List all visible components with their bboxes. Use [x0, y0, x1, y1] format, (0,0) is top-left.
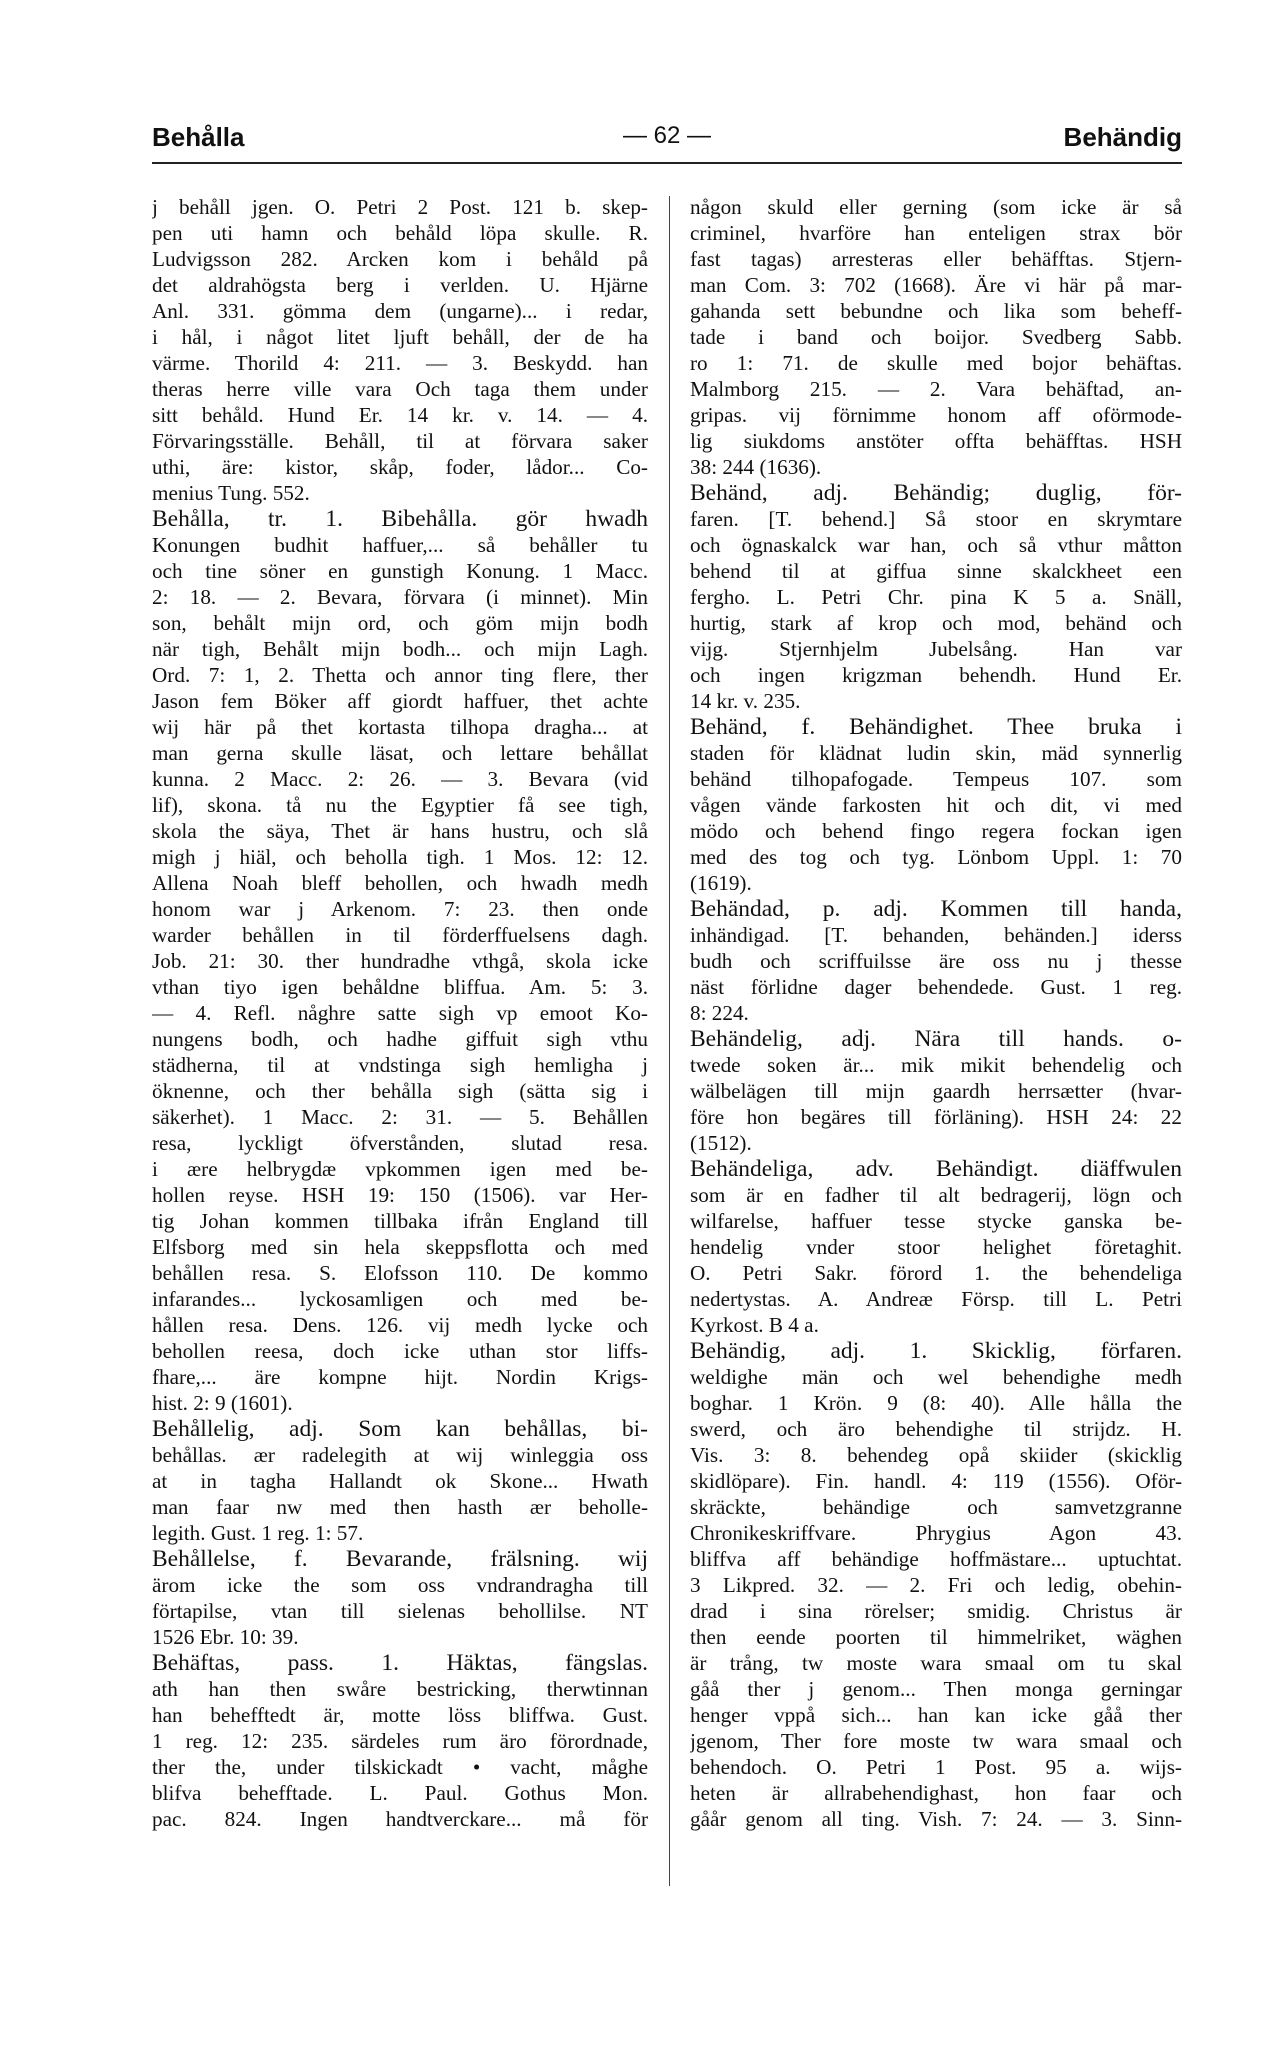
headword-line: Behäftas, pass. 1. Häktas, fängslas.	[152, 1650, 648, 1676]
text-line: behendoch. O. Petri 1 Post. 95 a. wijs-	[690, 1755, 1182, 1779]
text-line: ro 1: 71. de skulle med bojor behäftas.	[690, 351, 1182, 375]
header-rule	[152, 162, 1182, 164]
text-line: före hon begäres till förläning). HSH 24: 22	[690, 1105, 1182, 1129]
text-line: migh j hiäl, och beholla tigh. 1 Mos. 12: 12.	[152, 845, 648, 869]
text-line: med des tog och tyg. Lönbom Uppl. 1: 70	[690, 845, 1182, 869]
text-line: förtapilse, vtan till sielenas behollilse. NT	[152, 1599, 648, 1623]
text-line: criminel, hvarföre han enteligen strax bör	[690, 221, 1182, 245]
text-line: Chronikeskriffvare. Phrygius Agon 43.	[690, 1521, 1182, 1545]
text-line: bliffva aff behändige hoffmästare... uptuchtat.	[690, 1547, 1182, 1571]
text-line: Anl. 331. gömma dem (ungarne)... i redar,	[152, 299, 648, 323]
headword-line: Behändig, adj. 1. Skicklig, förfaren.	[690, 1338, 1182, 1364]
text-line: 1526 Ebr. 10: 39.	[152, 1625, 299, 1649]
text-line: 14 kr. v. 235.	[690, 689, 801, 713]
headword-line: Behållelig, adj. Som kan behållas, bi-	[152, 1416, 648, 1442]
text-line: det aldrahögsta berg i verlden. U. Hjärne	[152, 273, 648, 297]
column-divider	[669, 196, 670, 1886]
text-line: wilfarelse, haffuer tesse stycke ganska be-	[690, 1209, 1182, 1233]
text-line: i hål, i något litet ljuft behåll, der de ha	[152, 325, 648, 349]
text-line: när tigh, Behålt mijn bodh... och mijn Lagh.	[152, 637, 648, 661]
text-line: fhare,... äre kompne hijt. Nordin Krigs-	[152, 1365, 648, 1389]
text-line: gripas. vij förnimme honom aff oförmode-	[690, 403, 1182, 427]
text-line: infarandes... lyckosamligen och med be-	[152, 1287, 648, 1311]
headword-line: Behändelig, adj. Nära till hands. o-	[690, 1026, 1182, 1052]
text-line: drad i sina rörelser; smidig. Christus är	[690, 1599, 1182, 1623]
text-line: hollen reyse. HSH 19: 150 (1506). var Her-	[152, 1183, 648, 1207]
text-line: näst förlidne dager behendede. Gust. 1 reg.	[690, 975, 1182, 999]
text-line: jgenom, Ther fore moste tw wara smaal och	[690, 1729, 1182, 1753]
text-line: resa, lyckligt öfverstånden, slutad resa.	[152, 1131, 648, 1155]
text-line: värme. Thorild 4: 211. — 3. Beskydd. han	[152, 351, 648, 375]
text-line: någon skuld eller gerning (som icke är så	[690, 195, 1182, 219]
text-line: son, behålt mijn ord, och göm mijn bodh	[152, 611, 648, 635]
text-line: Jason fem Böker aff giordt haffuer, thet achte	[152, 689, 648, 713]
text-line: vijg. Stjernhjelm Jubelsång. Han var	[690, 637, 1182, 661]
text-line: gahanda sett bebundne och lika som beheff-	[690, 299, 1182, 323]
text-line: och ögnaskalck war han, och så vthur måtton	[690, 533, 1182, 557]
text-line: lig siukdoms anstöter offta behäfftas. HSH	[690, 429, 1182, 453]
text-line: henger vppå sich... han kan icke gåå ther	[690, 1703, 1182, 1727]
headword-line: Behålla, tr. 1. Bibehålla. gör hwadh	[152, 506, 648, 532]
text-line: staden för klädnat ludin skin, mäd synnerlig	[690, 741, 1182, 765]
text-line: warder behållen in til förderffuelsens dagh.	[152, 923, 648, 947]
text-line: hurtig, stark af krop och mod, behänd och	[690, 611, 1182, 635]
text-line: ther the, under tilskickadt • vacht, måghe	[152, 1755, 648, 1779]
text-line: 38: 244 (1636).	[690, 455, 822, 479]
text-line: 8: 224.	[690, 1001, 749, 1025]
text-line: fergho. L. Petri Chr. pina K 5 a. Snäll,	[690, 585, 1182, 609]
text-line: 2: 18. — 2. Bevara, förvara (i minnet). Min	[152, 585, 648, 609]
text-line: inhändigad. [T. behanden, behänden.] iderss	[690, 923, 1182, 947]
text-line: man Com. 3: 702 (1668). Äre vi här på mar-	[690, 273, 1182, 297]
text-line: tade i band och boijor. Svedberg Sabb.	[690, 325, 1182, 349]
text-line: pen uti hamn och behåld löpa skulle. R.	[152, 221, 648, 245]
text-line: Allena Noah bleff behollen, och hwadh medh	[152, 871, 648, 895]
text-line: Konungen budhit haffuer,... så behåller tu	[152, 533, 648, 557]
text-line: swerd, och äro behendighe til strijdz. H.	[690, 1417, 1182, 1441]
headword-line: Behändad, p. adj. Kommen till handa,	[690, 896, 1182, 922]
text-line: hållen resa. Dens. 126. vij medh lycke och	[152, 1313, 648, 1337]
text-line: tig Johan kommen tillbaka ifrån England till	[152, 1209, 648, 1233]
headword-line: Behändeliga, adv. Behändigt. diäffwulen	[690, 1156, 1182, 1182]
text-line: Förvaringsställe. Behåll, til at förvara saker	[152, 429, 648, 453]
text-line: Job. 21: 30. ther hundradhe vthgå, skola icke	[152, 949, 648, 973]
text-line: behållen resa. S. Elofsson 110. De kommo	[152, 1261, 648, 1285]
text-line: skidlöpare). Fin. handl. 4: 119 (1556). Oför-	[690, 1469, 1182, 1493]
text-line: (1619).	[690, 871, 752, 895]
text-line: theras herre ville vara Och taga them under	[152, 377, 648, 401]
text-line: Vis. 3: 8. behendeg opå skiider (skicklig	[690, 1443, 1182, 1467]
text-line: pac. 824. Ingen handtverckare... må för	[152, 1807, 648, 1831]
text-line: at in tagha Hallandt ok Skone... Hwath	[152, 1469, 648, 1493]
headword-line: Behållelse, f. Bevarande, frälsning. wij	[152, 1546, 648, 1572]
text-line: behollen reesa, doch icke uthan stor liffs-	[152, 1339, 648, 1363]
text-line: gåår genom all ting. Vish. 7: 24. — 3. Sinn-	[690, 1807, 1182, 1831]
text-line: skola the säya, Thet är hans hustru, och slå	[152, 819, 648, 843]
text-line: lif), skona. tå nu the Egyptier få see tigh,	[152, 793, 648, 817]
text-line: som är en fadher til alt bedragerij, lögn och	[690, 1183, 1182, 1207]
text-line: hist. 2: 9 (1601).	[152, 1391, 293, 1415]
text-line: Malmborg 215. — 2. Vara behäftad, an-	[690, 377, 1182, 401]
text-line: sitt behåld. Hund Er. 14 kr. v. 14. — 4.	[152, 403, 648, 427]
text-line: wij här på thet kortasta tilhopa dragha... at	[152, 715, 648, 739]
page-header	[152, 122, 1182, 162]
text-line: öknenne, och ther behålla sigh (sätta sig i	[152, 1079, 648, 1103]
text-line: säkerhet). 1 Macc. 2: 31. — 5. Behållen	[152, 1105, 648, 1129]
text-line: Ludvigsson 282. Arcken kom i behåld på	[152, 247, 648, 271]
running-head-left: Behålla	[152, 122, 245, 152]
text-line: faren. [T. behend.] Så stoor en skrymtare	[690, 507, 1182, 531]
text-line: 3 Likpred. 32. — 2. Fri och ledig, obehin-	[690, 1573, 1182, 1597]
text-line: kunna. 2 Macc. 2: 26. — 3. Bevara (vid	[152, 767, 648, 791]
text-line: behänd tilhopafogade. Tempeus 107. som	[690, 767, 1182, 791]
text-line: han behefftedt är, motte löss bliffwa. Gust.	[152, 1703, 648, 1727]
text-line: hendelig vnder stoor helighet företaghit.	[690, 1235, 1182, 1259]
text-line: skräckte, behändige och samvetzgranne	[690, 1495, 1182, 1519]
text-line: (1512).	[690, 1131, 752, 1155]
text-line: gåå ther j genom... Then monga gerningar	[690, 1677, 1182, 1701]
text-line: honom war j Arkenom. 7: 23. then onde	[152, 897, 648, 921]
text-line: heten är allrabehendighast, hon faar och	[690, 1781, 1182, 1805]
text-line: then eende poorten til himmelriket, wäghen	[690, 1625, 1182, 1649]
text-line: menius Tung. 552.	[152, 481, 310, 505]
text-line: man faar nw med then hasth ær beholle-	[152, 1495, 648, 1519]
text-line: vågen vände farkosten hit och dit, vi med	[690, 793, 1182, 817]
text-line: legith. Gust. 1 reg. 1: 57.	[152, 1521, 364, 1545]
text-line: budh och scriffuilsse äre oss nu j thesse	[690, 949, 1182, 973]
text-line: i ære helbrygdæ vpkommen igen med be-	[152, 1157, 648, 1181]
headword-line: Behänd, adj. Behändig; duglig, för-	[690, 480, 1182, 506]
text-line: wälbelägen till mijn gaardh herrsætter (hvar-	[690, 1079, 1182, 1103]
right-column	[690, 194, 1182, 1832]
text-line: man gerna skulle läsat, och lettare behållat	[152, 741, 648, 765]
text-line: — 4. Refl. någhre satte sigh vp emoot Ko-	[152, 1001, 648, 1025]
text-line: städherna, til at vndstinga sigh hemligha j	[152, 1053, 648, 1077]
text-line: och tine söner en gunstigh Konung. 1 Macc.	[152, 559, 648, 583]
text-line: ärom icke the som oss vndrandragha till	[152, 1573, 648, 1597]
text-line: 1 reg. 12: 235. särdeles rum äro förordnade,	[152, 1729, 648, 1753]
text-line: och ingen krigzman behendh. Hund Er.	[690, 663, 1182, 687]
text-line: fast tagas) arresteras eller behäfftas. Stjern-	[690, 247, 1182, 271]
text-line: Ord. 7: 1, 2. Thetta och annor ting flere, ther	[152, 663, 648, 687]
text-line: blifva behefftade. L. Paul. Gothus Mon.	[152, 1781, 648, 1805]
text-line: nedertystas. A. Andreæ Försp. till L. Petri	[690, 1287, 1182, 1311]
text-line: j behåll jgen. O. Petri 2 Post. 121 b. skep-	[152, 195, 648, 219]
text-line: behållas. ær radelegith at wij winleggia oss	[152, 1443, 648, 1467]
text-line: ath han then swåre bestricking, therwtinnan	[152, 1677, 648, 1701]
text-line: O. Petri Sakr. förord 1. the behendeliga	[690, 1261, 1182, 1285]
page-number: — 62 —	[622, 122, 712, 149]
text-line: boghar. 1 Krön. 9 (8: 40). Alle hålla the	[690, 1391, 1182, 1415]
headword-line: Behänd, f. Behändighet. Thee bruka i	[690, 714, 1182, 740]
text-line: twede soken är... mik mikit behendelig och	[690, 1053, 1182, 1077]
text-line: behend til at giffua sinne skalckheet een	[690, 559, 1182, 583]
text-line: Elfsborg med sin hela skeppsflotta och med	[152, 1235, 648, 1259]
text-line: vthan tiyo igen behåldne bliffua. Am. 5: 3.	[152, 975, 648, 999]
text-line: uthi, äre: kistor, skåp, foder, lådor... Co-	[152, 455, 648, 479]
text-line: weldighe män och wel behendighe medh	[690, 1365, 1182, 1389]
text-line: är trång, tw moste wara smaal om tu skal	[690, 1651, 1182, 1675]
text-line: mödo och behend fingo regera fockan igen	[690, 819, 1182, 843]
text-line: nungens bodh, och hadhe giffuit sigh vthu	[152, 1027, 648, 1051]
left-column	[152, 194, 648, 1832]
text-line: Kyrkost. B 4 a.	[690, 1313, 819, 1337]
running-head-right: Behändig	[1063, 122, 1182, 152]
